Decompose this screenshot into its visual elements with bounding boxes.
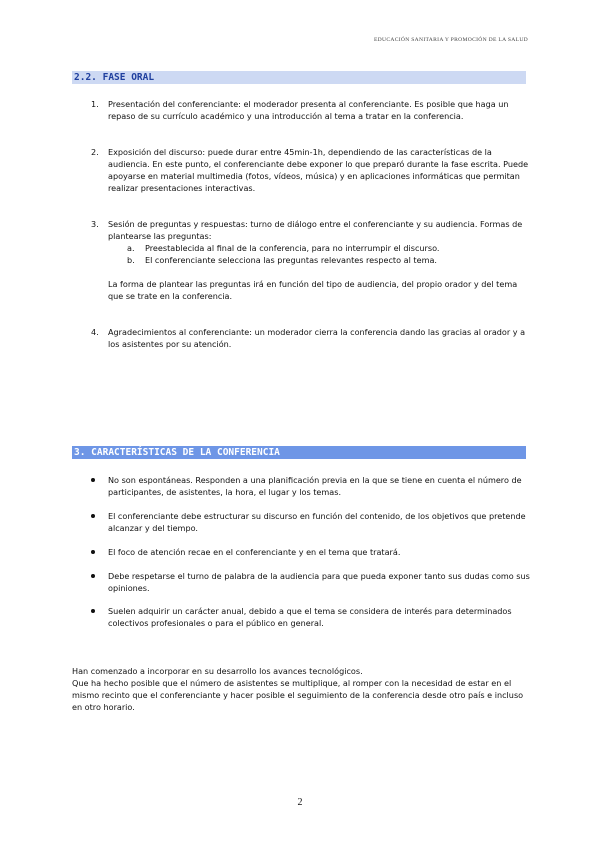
sub-item-text: El conferenciante selecciona las preguntas relevantes respecto al tema. — [145, 255, 437, 265]
sub-item-b — [127, 254, 527, 266]
bullet-item-2 — [91, 510, 531, 534]
bullet-item-1 — [91, 474, 531, 498]
list-item-text: Agradecimientos al conferenciante: un moderador cierra la conferencia dando las gracias al orador y a los asistentes por su atención. — [108, 327, 526, 349]
sub-item-text: Preestablecida al final de la conferencia, para no interrumpir el discurso. — [145, 243, 440, 253]
list-item-4 — [91, 326, 531, 350]
list-item-text: Exposición del discurso: puede durar entre 45min-1h, dependiendo de las características de la audiencia. En este punto, el conferenciante debe exponer lo que preparó durante la fase escrita. Puede apoyarse en material multimedia (fotos, vídeos, música) y en aplicaciones informáticas que permitan realizar presentaciones interactivas. — [108, 147, 529, 193]
bullet-text: Debe respetarse el turno de palabra de la audiencia para que pueda exponer tanto sus dudas como sus opiniones. — [108, 571, 530, 593]
bullet-icon — [91, 574, 95, 578]
bullet-icon — [91, 514, 95, 518]
bullet-text: El foco de atención recae en el conferenciante y en el tema que tratará. — [108, 547, 401, 557]
list-item-number: 2. — [91, 147, 99, 157]
bullet-icon — [91, 609, 95, 613]
bullet-item-4 — [91, 570, 531, 594]
sub-item-letter: a. — [127, 243, 135, 253]
bullet-item-3 — [91, 546, 531, 558]
list-item-number: 1. — [91, 99, 99, 109]
section-heading-fase-oral: 2.2. FASE ORAL — [72, 71, 526, 84]
bullet-icon — [91, 550, 95, 554]
list-item-3 — [91, 218, 531, 242]
closing-line-2: Que ha hecho posible que el número de asistentes se multiplique, al romper con la necesidad de estar en el mismo recinto que el conferenciante y hacer posible el seguimiento de la conferencia desde otro país e incluso en otro horario. — [72, 678, 524, 712]
section-heading-caracteristicas: 3. CARACTERÍSTICAS DE LA CONFERENCIA — [72, 446, 526, 459]
item-3-note: La forma de plantear las preguntas irá en función del tipo de audiencia, del propio orador y del tema que se trate en la conferencia. — [108, 279, 518, 301]
list-item-1 — [91, 98, 531, 122]
bullet-text: No son espontáneas. Responden a una planificación previa en la que se tiene en cuenta el número de participantes, de asistentes, la hora, el lugar y los temas. — [108, 475, 522, 497]
bullet-text: Suelen adquirir un carácter anual, debido a que el tema se considera de interés para determinados colectivos profesionales o para el público en general. — [108, 606, 512, 628]
bullet-text: El conferenciante debe estructurar su discurso en función del contenido, de los objetivos que pretende alcanzar y del tiempo. — [108, 511, 526, 533]
list-item-text: Presentación del conferenciante: el moderador presenta al conferenciante. Es posible que haga un repaso de su currículo académico y una introducción al tema a tratar en la conferencia. — [108, 99, 509, 121]
closing-line-1: Han comenzado a incorporar en su desarrollo los avances tecnológicos. — [72, 666, 363, 676]
bullet-item-5 — [91, 605, 531, 629]
bullet-icon — [91, 478, 95, 482]
list-item-2 — [91, 146, 531, 194]
sub-item-a — [127, 242, 527, 254]
sub-item-letter: b. — [127, 255, 135, 265]
list-item-text: Sesión de preguntas y respuestas: turno de diálogo entre el conferenciante y su audiencia. Formas de plantearse las preguntas: — [108, 219, 523, 241]
page-number: 2 — [297, 797, 303, 808]
list-item-number: 4. — [91, 327, 99, 337]
running-header: EDUCACIÓN SANITARIA Y PROMOCIÓN DE LA SALUD — [373, 37, 528, 43]
list-item-number: 3. — [91, 219, 99, 229]
